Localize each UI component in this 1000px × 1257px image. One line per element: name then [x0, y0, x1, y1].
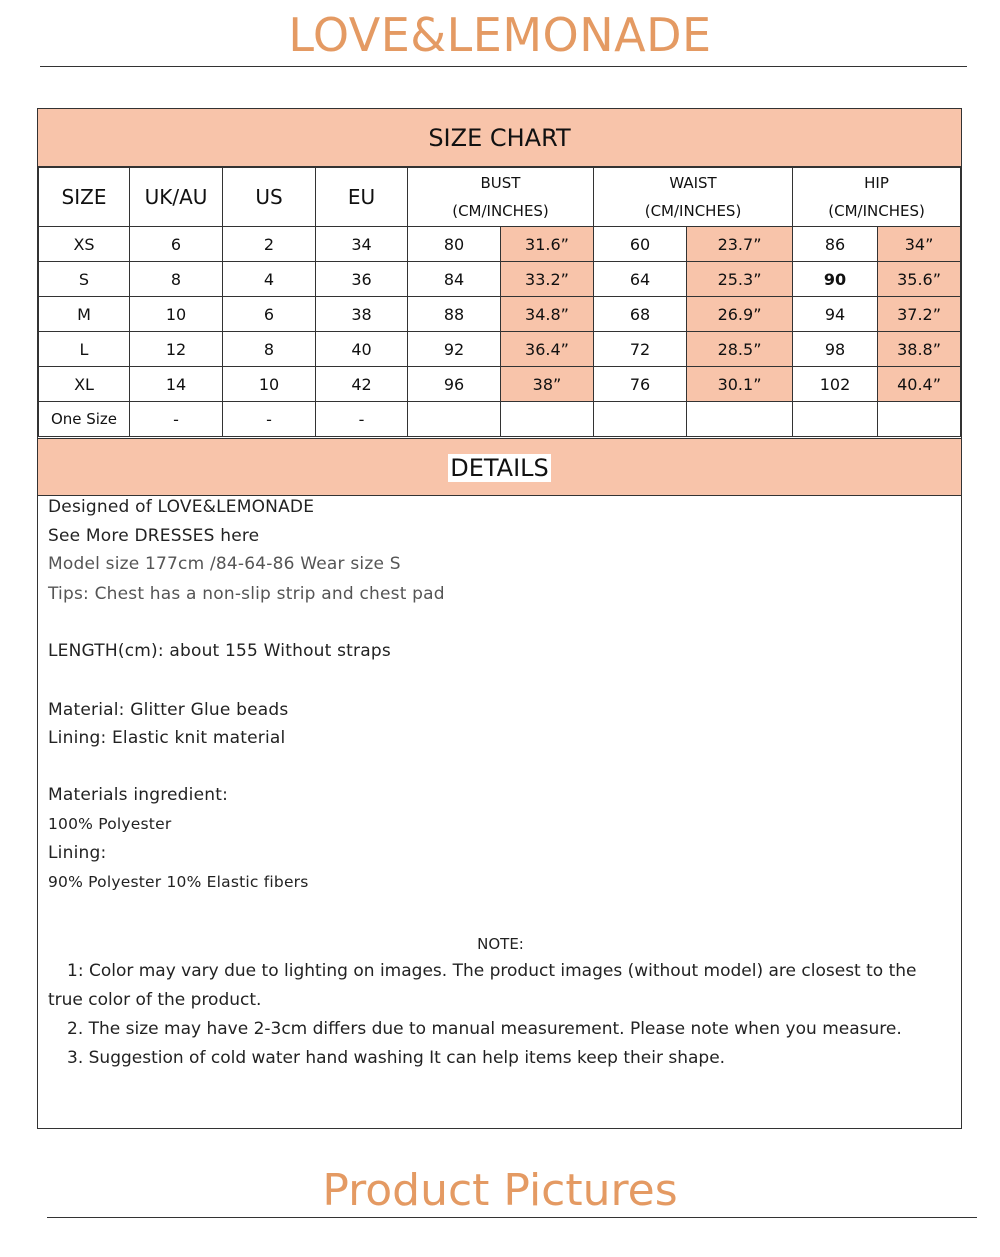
cell-ukau: 10 [130, 297, 223, 332]
cell-size: L [39, 332, 130, 367]
lining-label: Lining: [48, 843, 107, 863]
header-bust-label: BUST [480, 174, 521, 192]
cell-eu: 38 [316, 297, 408, 332]
cell-us: 10 [223, 367, 316, 402]
ingredient-value: 100% Polyester [48, 815, 172, 833]
cell-bust-cm: 88 [408, 297, 501, 332]
cell-waist-in: 28.5” [687, 332, 793, 367]
cell-size: XL [39, 367, 130, 402]
cell-waist-cm: 76 [594, 367, 687, 402]
header-eu: EU [316, 168, 408, 227]
details-title [38, 438, 961, 496]
length-line: LENGTH(cm): about 155 Without straps [48, 641, 391, 661]
lining-line: Lining: Elastic knit material [48, 728, 286, 748]
size-chart-frame [37, 108, 962, 1129]
header-waist-unit: (CM/INCHES) [644, 202, 742, 220]
cell-waist-in: 26.9” [687, 297, 793, 332]
model-size-line: Model size 177cm /84-64-86 Wear size S [48, 554, 401, 574]
header-hip [793, 168, 961, 227]
cell-hip-cm: 98 [793, 332, 878, 367]
cell-bust-in: 33.2” [501, 262, 594, 297]
cell-hip-in: 38.8” [878, 332, 961, 367]
cell-hip-cm: 90 [793, 262, 878, 297]
cell-bust-in: 36.4” [501, 332, 594, 367]
table-row [39, 332, 961, 367]
cell-us: - [223, 402, 316, 437]
cell-eu: - [316, 402, 408, 437]
cell-bust-cm: 92 [408, 332, 501, 367]
cell-hip-cm: 86 [793, 227, 878, 262]
cell-us: 8 [223, 332, 316, 367]
header-bust-unit: (CM/INCHES) [452, 202, 549, 220]
table-row [39, 297, 961, 332]
cell-waist-cm: 64 [594, 262, 687, 297]
cell-waist-in: 30.1” [687, 367, 793, 402]
cell-bust-cm: 84 [408, 262, 501, 297]
header-bust [408, 168, 594, 227]
cell-hip-cm: 94 [793, 297, 878, 332]
cell-size: XS [39, 227, 130, 262]
table-row [39, 227, 961, 262]
cell-ukau: 8 [130, 262, 223, 297]
note-title: NOTE: [477, 935, 524, 953]
cell-hip-cm [793, 402, 878, 437]
header-waist-label: WAIST [669, 174, 717, 192]
size-chart-title: SIZE CHART [38, 109, 961, 167]
brand-title: LOVE&LEMONADE [288, 8, 712, 62]
cell-hip-in: 37.2” [878, 297, 961, 332]
cell-waist-cm: 72 [594, 332, 687, 367]
cell-ukau: 6 [130, 227, 223, 262]
note-item-1: 1: Color may vary due to lighting on images. The product images (without model) are closest to the true color of the product. [48, 961, 917, 1010]
cell-bust-in [501, 402, 594, 437]
table-row [39, 262, 961, 297]
table-row [39, 367, 961, 402]
header-ukau: UK/AU [130, 168, 223, 227]
cell-hip-in: 40.4” [878, 367, 961, 402]
size-table [38, 167, 961, 437]
cell-hip-in: 34” [878, 227, 961, 262]
cell-size: M [39, 297, 130, 332]
table-header-row [39, 168, 961, 227]
cell-waist-cm [594, 402, 687, 437]
cell-waist-in: 25.3” [687, 262, 793, 297]
header-waist [594, 168, 793, 227]
note-item-2: 2. The size may have 2-3cm differs due to manual measurement. Please note when you measure. [67, 1019, 902, 1039]
cell-us: 6 [223, 297, 316, 332]
cell-bust-cm [408, 402, 501, 437]
header-size: SIZE [39, 168, 130, 227]
cell-size: S [39, 262, 130, 297]
cell-size: One Size [39, 402, 130, 437]
note-item-3: 3. Suggestion of cold water hand washing It can help items keep their shape. [67, 1048, 726, 1068]
bottom-divider [47, 1217, 977, 1218]
top-divider [40, 66, 967, 67]
cell-waist-cm: 68 [594, 297, 687, 332]
tips-line: Tips: Chest has a non-slip strip and chest pad [48, 584, 445, 604]
ingredient-label: Materials ingredient: [48, 785, 229, 805]
cell-bust-in: 38” [501, 367, 594, 402]
cell-hip-cm: 102 [793, 367, 878, 402]
cell-waist-cm: 60 [594, 227, 687, 262]
cell-eu: 34 [316, 227, 408, 262]
cell-bust-cm: 80 [408, 227, 501, 262]
cell-ukau: 12 [130, 332, 223, 367]
cell-eu: 40 [316, 332, 408, 367]
lining-value: 90% Polyester 10% Elastic fibers [48, 873, 309, 891]
cell-hip-in: 35.6” [878, 262, 961, 297]
cell-us: 4 [223, 262, 316, 297]
cell-waist-in [687, 402, 793, 437]
see-more-line: See More DRESSES here [48, 526, 260, 546]
cell-eu: 42 [316, 367, 408, 402]
header-hip-label: HIP [864, 174, 889, 192]
details-title-text: DETAILS [450, 454, 549, 482]
cell-ukau: 14 [130, 367, 223, 402]
designed-line: Designed of LOVE&LEMONADE [48, 497, 315, 517]
header-us: US [223, 168, 316, 227]
table-row [39, 402, 961, 437]
cell-waist-in: 23.7” [687, 227, 793, 262]
cell-bust-cm: 96 [408, 367, 501, 402]
cell-us: 2 [223, 227, 316, 262]
cell-bust-in: 31.6” [501, 227, 594, 262]
cell-hip-in [878, 402, 961, 437]
product-pictures-title: Product Pictures [322, 1165, 678, 1216]
header-hip-unit: (CM/INCHES) [828, 202, 925, 220]
cell-eu: 36 [316, 262, 408, 297]
cell-ukau: - [130, 402, 223, 437]
material-line: Material: Glitter Glue beads [48, 700, 289, 720]
cell-bust-in: 34.8” [501, 297, 594, 332]
